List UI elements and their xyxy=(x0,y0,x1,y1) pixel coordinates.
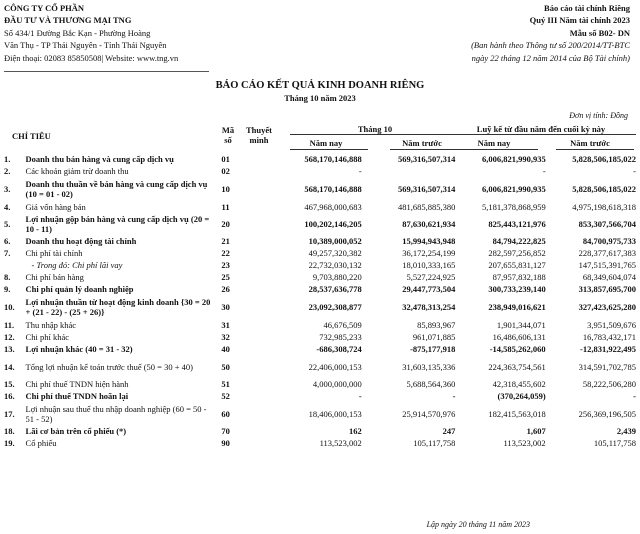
row-note xyxy=(234,331,268,343)
col-month-this-year: Năm nay xyxy=(309,138,343,148)
row-note xyxy=(234,247,268,259)
row-month-last-year: 481,685,885,380 xyxy=(398,201,456,212)
row-code: 52 xyxy=(221,391,230,401)
row-code: 23 xyxy=(221,260,230,270)
report-date: Lập ngày 20 tháng 11 năm 2023 xyxy=(426,520,530,529)
row-indicator: Chi phí thuế TNDN hiện hành xyxy=(25,379,129,389)
table-row xyxy=(4,425,636,437)
row-indicator: Doanh thu hoạt động tài chính xyxy=(25,236,137,246)
row-month-this-year: 49,257,320,382 xyxy=(308,248,362,258)
row-code: 21 xyxy=(221,236,230,246)
row-ytd-this-year: 182,415,563,018 xyxy=(488,408,546,419)
row-number: 9. xyxy=(4,284,11,294)
table-row xyxy=(4,437,636,449)
row-month-last-year: 18,010,333,165 xyxy=(402,260,456,270)
row-month-last-year: 25,914,570,976 xyxy=(402,408,456,419)
ytd-group-underline xyxy=(446,134,636,135)
row-code: 32 xyxy=(221,332,230,342)
row-indicator: Lợi nhuận gộp bán hàng và cung cấp dịch vụ (20 = 10 - 11) xyxy=(25,214,210,234)
company-type: CÔNG TY CỔ PHẦN xyxy=(4,3,85,13)
row-note xyxy=(234,425,268,437)
row-note xyxy=(234,355,268,378)
row-note xyxy=(234,295,268,319)
row-ytd-last-year: 313,857,695,700 xyxy=(578,284,636,294)
row-month-this-year: 568,170,146,888 xyxy=(304,183,362,194)
row-number: 17. xyxy=(4,408,15,419)
row-month-this-year: 22,732,030,132 xyxy=(308,260,362,270)
report-regulation: (Ban hành theo Thông tư số 200/2014/TT-BTC xyxy=(471,40,630,51)
row-ytd-last-year: 68,349,604,074 xyxy=(582,272,636,282)
row-ytd-last-year: 853,307,566,704 xyxy=(578,219,636,229)
row-number: 7. xyxy=(4,248,11,258)
row-month-last-year: - xyxy=(452,391,456,401)
row-code: 70 xyxy=(221,426,230,436)
row-code: 22 xyxy=(221,248,230,258)
table-row xyxy=(4,165,636,177)
row-ytd-last-year: 58,222,506,280 xyxy=(582,379,636,389)
row-ytd-this-year: 825,443,121,976 xyxy=(488,219,546,229)
row-number: 2. xyxy=(4,166,11,176)
month-group-underline xyxy=(290,134,470,135)
row-ytd-this-year: 6,006,821,990,935 xyxy=(481,183,546,194)
row-indicator: Tổng lợi nhuận kế toán trước thuế (50 = 30 + 40) xyxy=(25,361,193,372)
col-line-1 xyxy=(290,149,368,150)
row-ytd-this-year: 224,363,754,561 xyxy=(488,361,546,372)
row-number: 8. xyxy=(4,272,11,282)
col-line-4 xyxy=(556,149,634,150)
row-indicator: Lãi cơ bản trên cổ phiếu (*) xyxy=(25,426,127,436)
table-row xyxy=(4,271,636,283)
row-month-this-year: 18,406,000,153 xyxy=(308,408,362,419)
table-row xyxy=(4,177,636,200)
row-code: 31 xyxy=(221,320,230,330)
row-indicator: Lợi nhuận khác (40 = 31 - 32) xyxy=(25,344,133,354)
row-ytd-this-year: 238,949,016,621 xyxy=(488,302,546,312)
row-note xyxy=(234,271,268,283)
report-type: Báo cáo tài chính Riêng xyxy=(544,3,630,13)
company-address-2: Văn Thụ - TP Thái Nguyên - Tỉnh Thái Nguyên xyxy=(4,40,167,51)
table-row xyxy=(4,235,636,247)
row-number xyxy=(4,259,22,271)
row-number: 4. xyxy=(4,201,11,212)
col-note-l2: minh xyxy=(249,135,269,145)
row-ytd-last-year: 5,828,506,185,022 xyxy=(572,153,636,164)
row-ytd-last-year: 4,975,198,618,318 xyxy=(572,201,636,212)
report-title: BÁO CÁO KẾT QUẢ KINH DOANH RIÊNG xyxy=(215,80,425,91)
table-row xyxy=(4,390,636,402)
row-code: 90 xyxy=(221,438,230,448)
row-ytd-last-year: - xyxy=(633,391,636,401)
row-ytd-last-year: 2,439 xyxy=(616,426,636,436)
row-month-this-year: 162 xyxy=(349,426,362,436)
header-divider xyxy=(4,71,209,72)
row-number: 12. xyxy=(4,332,15,342)
row-month-last-year: 15,994,943,948 xyxy=(402,236,456,246)
col-code-l2: số xyxy=(224,135,232,145)
row-ytd-this-year: 1,901,344,071 xyxy=(496,320,546,330)
row-month-last-year: 961,071,885 xyxy=(412,332,456,342)
row-month-last-year: 247 xyxy=(442,426,456,436)
table-row xyxy=(4,378,636,390)
table-row xyxy=(4,213,636,235)
row-note xyxy=(234,437,268,449)
table-row xyxy=(4,247,636,259)
row-indicator: Chi phí khác xyxy=(25,332,69,342)
row-indicator: Lợi nhuận sau thuế thu nhập doanh nghiệp (60 = 50 - 51 - 52) xyxy=(25,403,207,424)
row-ytd-this-year: -14,585,262,060 xyxy=(489,344,546,354)
report-subtitle: Tháng 10 năm 2023 xyxy=(284,93,356,103)
row-note xyxy=(234,343,268,355)
row-month-this-year: 4,000,000,000 xyxy=(312,379,362,389)
row-code: 30 xyxy=(221,302,230,312)
row-note xyxy=(234,390,268,402)
row-month-last-year: 5,527,224,925 xyxy=(406,272,456,282)
col-note-l1: Thuyết xyxy=(246,125,272,135)
row-code: 40 xyxy=(221,344,230,354)
row-month-this-year: 46,676,509 xyxy=(323,320,362,330)
row-month-this-year: 113,523,002 xyxy=(319,438,362,448)
row-indicator: Các khoản giảm trừ doanh thu xyxy=(25,166,129,176)
row-note xyxy=(234,152,268,165)
row-month-last-year: -875,177,918 xyxy=(410,344,456,354)
row-month-this-year: 732,985,233 xyxy=(319,332,362,342)
row-ytd-last-year: 327,423,625,280 xyxy=(578,302,636,312)
row-note xyxy=(234,213,268,235)
table-row xyxy=(4,402,636,425)
row-month-last-year: 29,447,773,504 xyxy=(402,284,456,294)
income-statement-table xyxy=(4,152,636,449)
row-ytd-this-year: - xyxy=(542,166,546,176)
row-ytd-this-year: 6,006,821,990,935 xyxy=(481,153,546,164)
row-ytd-last-year: 16,783,432,171 xyxy=(582,332,636,342)
row-month-last-year: 5,688,564,360 xyxy=(406,379,456,389)
row-month-last-year: 87,630,621,934 xyxy=(402,219,456,229)
col-ytd-last-year: Năm trước xyxy=(570,138,610,148)
row-note xyxy=(234,378,268,390)
report-period: Quý III Năm tài chính 2023 xyxy=(529,15,630,26)
row-ytd-this-year: 5,181,378,868,959 xyxy=(481,201,546,212)
row-code: 01 xyxy=(221,153,230,164)
row-month-this-year: 23,092,308,877 xyxy=(308,302,362,312)
row-number: 14. xyxy=(4,361,15,372)
row-ytd-this-year: 282,597,256,852 xyxy=(488,248,546,258)
table-row xyxy=(4,319,636,331)
row-code: 60 xyxy=(221,408,230,419)
row-code: 11 xyxy=(221,201,230,212)
row-number: 5. xyxy=(4,219,11,229)
col-line-2 xyxy=(390,149,468,150)
row-indicator: Doanh thu bán hàng và cung cấp dịch vụ xyxy=(25,153,174,164)
col-note xyxy=(241,125,277,145)
row-ytd-last-year: 147,515,391,765 xyxy=(578,260,636,270)
row-month-last-year: 32,478,313,254 xyxy=(402,302,456,312)
row-number: 3. xyxy=(4,183,11,194)
row-indicator: Chi phí bán hàng xyxy=(25,272,84,282)
row-number: 10. xyxy=(4,302,15,312)
report-regulation-date: ngày 22 tháng 12 năm 2014 của Bộ Tài chính) xyxy=(471,52,630,63)
row-ytd-this-year: (370,264,059) xyxy=(497,391,546,401)
row-ytd-last-year: 5,828,506,185,022 xyxy=(572,183,636,194)
table-row xyxy=(4,343,636,355)
row-indicator: Chi phí thuế TNDN hoãn lại xyxy=(25,391,129,401)
row-code: 20 xyxy=(221,219,230,229)
row-ytd-last-year: 228,377,617,383 xyxy=(578,248,636,258)
col-ytd-group: Luỹ kế từ đầu năm đến cuối kỳ này xyxy=(476,124,606,134)
table-row xyxy=(4,295,636,319)
row-month-last-year: 31,603,135,336 xyxy=(402,361,456,372)
row-ytd-last-year: 105,117,758 xyxy=(593,438,636,448)
company-header xyxy=(4,2,178,64)
row-number: 11. xyxy=(4,320,15,330)
currency-unit: Đơn vị tính: Đồng xyxy=(569,111,628,120)
row-ytd-last-year: 84,700,975,733 xyxy=(582,236,636,246)
row-number: 19. xyxy=(4,438,15,448)
row-ytd-last-year: 256,369,196,505 xyxy=(578,408,636,419)
row-number: 16. xyxy=(4,391,15,401)
col-month-group: Tháng 10 xyxy=(357,124,393,134)
row-indicator: Chi phí tài chính xyxy=(25,248,83,258)
row-code: 51 xyxy=(221,379,230,389)
row-ytd-last-year: - xyxy=(633,166,636,176)
row-indicator: Lợi nhuận thuần từ hoạt động kinh doanh {30 = 20 + (21 - 22) - (25 + 26)} xyxy=(25,297,211,317)
row-note xyxy=(234,319,268,331)
row-month-this-year: - xyxy=(358,166,362,176)
col-code-l1: Mã xyxy=(221,125,235,135)
row-month-this-year: 568,170,146,888 xyxy=(304,153,362,164)
row-indicator: - Trong đó: Chi phí lãi vay xyxy=(31,260,123,270)
col-month-last-year: Năm trước xyxy=(402,138,442,148)
row-note xyxy=(234,177,268,200)
row-ytd-this-year: 42,318,455,602 xyxy=(492,379,546,389)
company-name: ĐẦU TƯ VÀ THƯƠNG MẠI TNG xyxy=(4,15,132,26)
row-code: 25 xyxy=(221,272,230,282)
company-address-1: Số 434/1 Đường Bắc Kạn - Phường Hoàng xyxy=(4,27,151,38)
row-indicator: Doanh thu thuần về bán hàng và cung cấp dịch vụ (10 = 01 - 02) xyxy=(25,178,208,199)
row-ytd-this-year: 207,655,831,127 xyxy=(488,260,546,270)
row-number: 1. xyxy=(4,153,11,164)
row-month-last-year: 569,316,507,314 xyxy=(398,153,456,164)
table-row xyxy=(4,331,636,343)
row-code: 26 xyxy=(221,284,230,294)
row-month-this-year: 100,202,146,205 xyxy=(304,219,362,229)
row-note xyxy=(234,402,268,425)
row-month-last-year xyxy=(362,165,456,177)
row-ytd-this-year: 87,957,832,188 xyxy=(492,272,546,282)
row-ytd-this-year: 113,523,002 xyxy=(503,438,546,448)
row-code: 50 xyxy=(221,361,230,372)
row-month-this-year: 22,406,000,153 xyxy=(308,361,362,372)
company-contact: Điện thoại: 02083 85850508| Website: www.tng.vn xyxy=(4,52,179,63)
row-number: 15. xyxy=(4,379,15,389)
row-note xyxy=(234,283,268,295)
row-note xyxy=(234,259,268,271)
row-ytd-this-year: 84,794,222,825 xyxy=(492,236,546,246)
table-row xyxy=(4,355,636,378)
col-ytd-this-year: Năm nay xyxy=(477,138,511,148)
row-month-last-year: 85,893,967 xyxy=(417,320,456,330)
row-month-last-year: 105,117,758 xyxy=(413,438,456,448)
row-number: 18. xyxy=(4,426,15,436)
row-ytd-this-year: 1,607 xyxy=(526,426,546,436)
col-code xyxy=(219,125,237,145)
row-indicator: Chi phí quản lý doanh nghiệp xyxy=(25,284,134,294)
row-month-this-year: 9,703,880,220 xyxy=(312,272,362,282)
row-code: 02 xyxy=(221,166,230,176)
row-ytd-last-year: -12,831,922,495 xyxy=(580,344,636,354)
table-row xyxy=(4,152,636,165)
report-form: Mẫu số B02- DN xyxy=(569,27,630,38)
row-month-this-year: - xyxy=(358,391,362,401)
row-month-this-year: 28,537,636,778 xyxy=(308,284,362,294)
row-number: 6. xyxy=(4,236,11,246)
table-row xyxy=(4,200,636,213)
row-ytd-last-year: 3,951,509,676 xyxy=(587,320,636,330)
row-indicator: Cổ phiếu xyxy=(25,438,57,448)
row-month-last-year: 36,172,254,199 xyxy=(402,248,456,258)
row-note xyxy=(234,165,268,177)
row-month-this-year: 10,389,000,052 xyxy=(308,236,362,246)
row-month-this-year: -686,308,724 xyxy=(316,344,362,354)
col-indicator: CHỈ TIÊU xyxy=(12,131,51,141)
row-ytd-last-year: 314,591,702,785 xyxy=(578,361,636,372)
row-month-this-year: 467,968,000,683 xyxy=(304,201,362,212)
row-ytd-this-year: 300,733,239,140 xyxy=(488,284,546,294)
row-number: 13. xyxy=(4,344,15,354)
table-row xyxy=(4,259,636,271)
row-indicator: Giá vốn hàng bán xyxy=(25,201,86,212)
row-indicator: Thu nhập khác xyxy=(25,320,77,330)
table-row xyxy=(4,283,636,295)
report-meta xyxy=(370,2,630,64)
row-note xyxy=(234,200,268,213)
row-note xyxy=(234,235,268,247)
row-month-last-year: 569,316,507,314 xyxy=(398,183,456,194)
col-line-3 xyxy=(460,149,538,150)
row-ytd-this-year: 16,486,606,131 xyxy=(492,332,546,342)
row-code: 10 xyxy=(221,183,230,194)
